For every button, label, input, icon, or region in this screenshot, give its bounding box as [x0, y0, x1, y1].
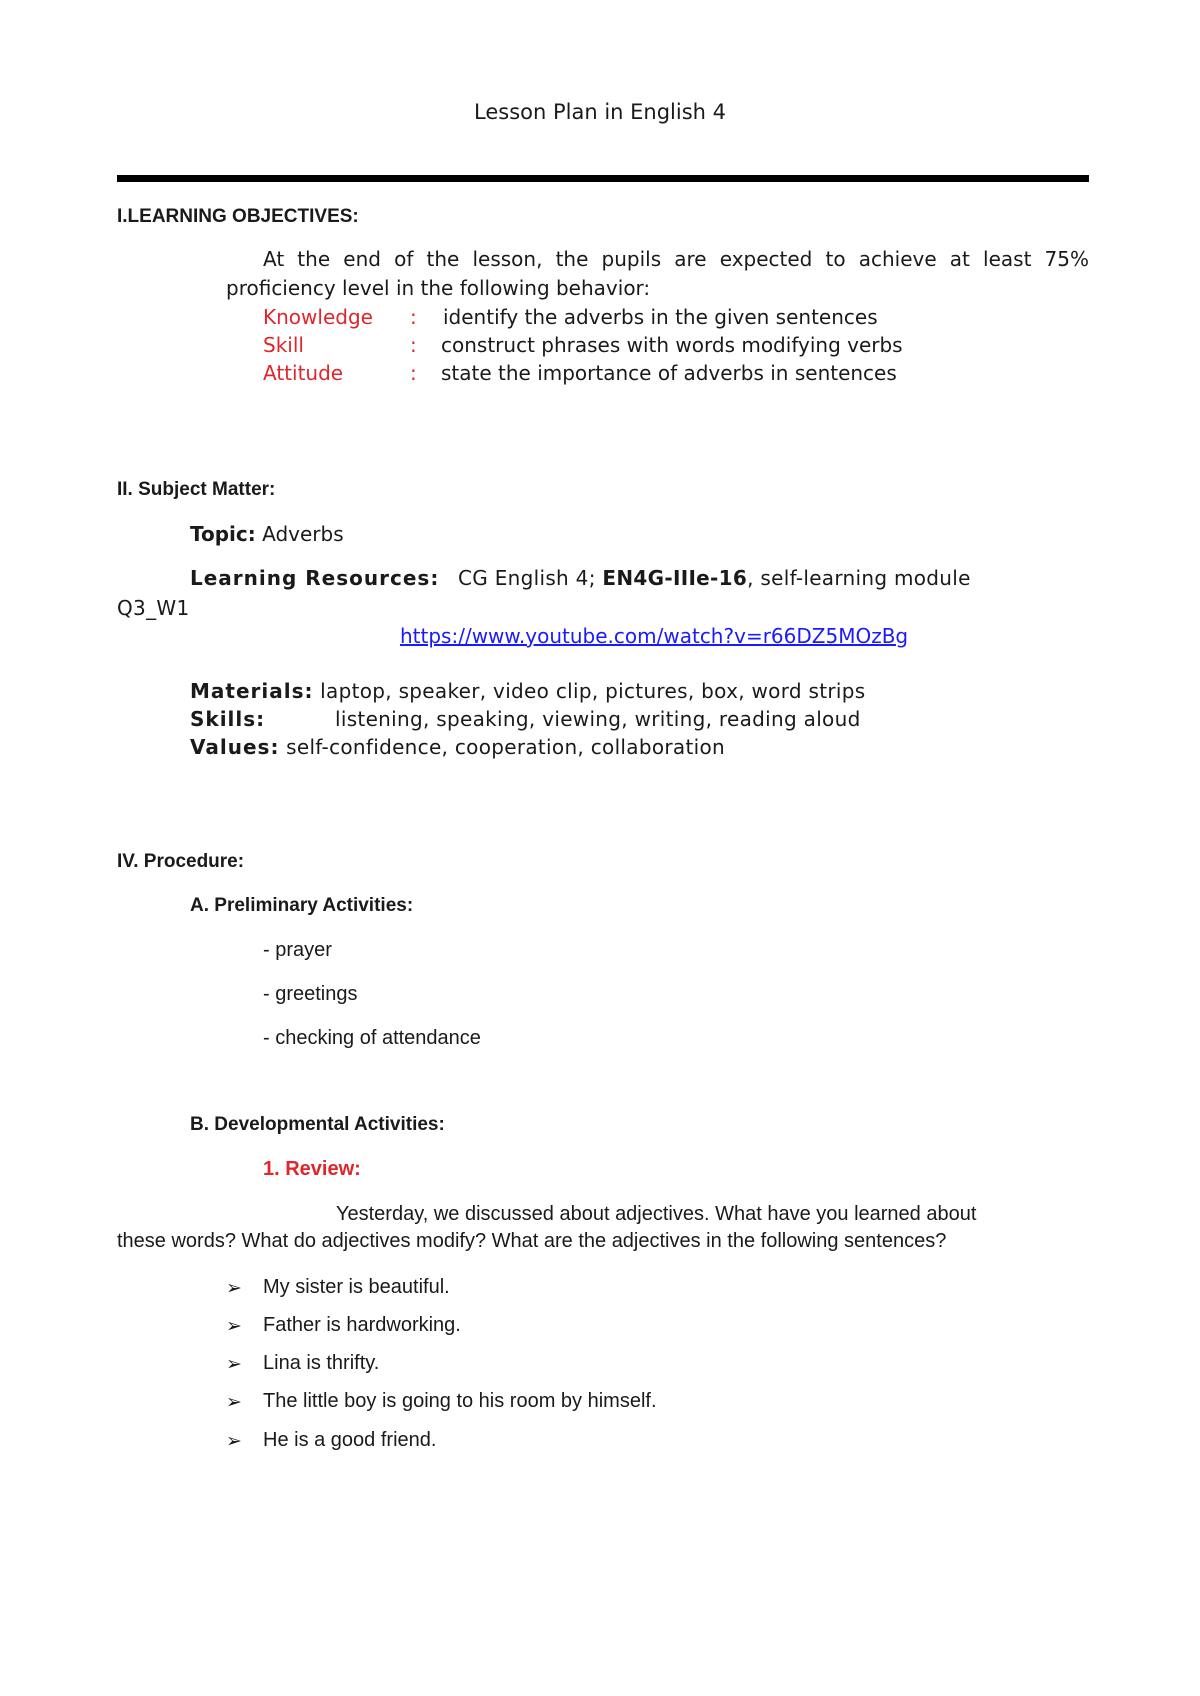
skills-value: listening, speaking, viewing, writing, reading aloud	[335, 707, 861, 731]
title-divider	[117, 175, 1089, 182]
topic-line	[190, 522, 344, 546]
arrow-bullet-icon: ➢	[226, 1315, 242, 1337]
skills-label: Skills:	[190, 707, 266, 731]
review-heading: 1. Review:	[263, 1158, 361, 1180]
preliminary-heading: A. Preliminary Activities:	[190, 895, 414, 916]
resources-label: Learning Resources:	[190, 566, 440, 590]
procedure-heading: IV. Procedure:	[117, 851, 245, 872]
objective-sep: :	[410, 305, 417, 329]
topic-value: Adverbs	[262, 522, 344, 546]
objective-sep: :	[410, 333, 417, 357]
arrow-bullet-icon: ➢	[226, 1353, 242, 1375]
resources-line	[190, 566, 971, 590]
values-line	[190, 735, 725, 759]
preliminary-item: - prayer	[263, 939, 332, 961]
materials-label: Materials:	[190, 679, 314, 703]
arrow-bullet-icon: ➢	[226, 1391, 242, 1413]
objective-text-knowledge: identify the adverbs in the given sentences	[443, 305, 878, 329]
values-value: self-confidence, cooperation, collaboration	[286, 735, 725, 759]
resources-code: EN4G-IIIe-16	[602, 566, 748, 590]
developmental-heading: B. Developmental Activities:	[190, 1114, 445, 1135]
example-sentence: The little boy is going to his room by himself.	[263, 1390, 657, 1412]
objective-label-skill: Skill	[263, 333, 304, 357]
preliminary-item: - checking of attendance	[263, 1027, 481, 1049]
example-sentence: He is a good friend.	[263, 1429, 437, 1451]
resources-line2: Q3_W1	[117, 596, 190, 620]
review-paragraph-line2: these words? What do adjectives modify? What are the adjectives in the following sentences?	[117, 1230, 947, 1252]
objective-label-attitude: Attitude	[263, 361, 344, 385]
resource-link[interactable]: https://www.youtube.com/watch?v=r66DZ5MOzBg	[400, 624, 909, 648]
values-label: Values:	[190, 735, 280, 759]
objective-text-skill: construct phrases with words modifying verbs	[441, 333, 903, 357]
objective-text-attitude: state the importance of adverbs in sentences	[441, 361, 897, 385]
resources-text: CG English 4;	[457, 566, 596, 590]
materials-value: laptop, speaker, video clip, pictures, box, word strips	[320, 679, 866, 703]
objective-label-knowledge: Knowledge	[263, 305, 373, 329]
objectives-intro-line1: At the end of the lesson, the pupils are expected to achieve at least 75%	[263, 247, 1089, 271]
example-sentence: My sister is beautiful.	[263, 1276, 450, 1298]
objectives-heading: I.LEARNING OBJECTIVES:	[117, 206, 359, 227]
topic-label: Topic:	[190, 522, 256, 546]
example-sentence: Lina is thrifty.	[263, 1352, 380, 1374]
objectives-intro-line2: proficiency level in the following behavior:	[226, 276, 651, 300]
subject-heading: II. Subject Matter:	[117, 479, 276, 500]
resources-text-cont: , self-learning module	[747, 566, 971, 590]
materials-line	[190, 679, 866, 703]
page-title: Lesson Plan in English 4	[474, 100, 726, 124]
objective-sep: :	[410, 361, 417, 385]
example-sentence: Father is hardworking.	[263, 1314, 461, 1336]
preliminary-item: - greetings	[263, 983, 358, 1005]
review-paragraph-line1: Yesterday, we discussed about adjectives. What have you learned about	[336, 1203, 977, 1225]
arrow-bullet-icon: ➢	[226, 1430, 242, 1452]
arrow-bullet-icon: ➢	[226, 1277, 242, 1299]
